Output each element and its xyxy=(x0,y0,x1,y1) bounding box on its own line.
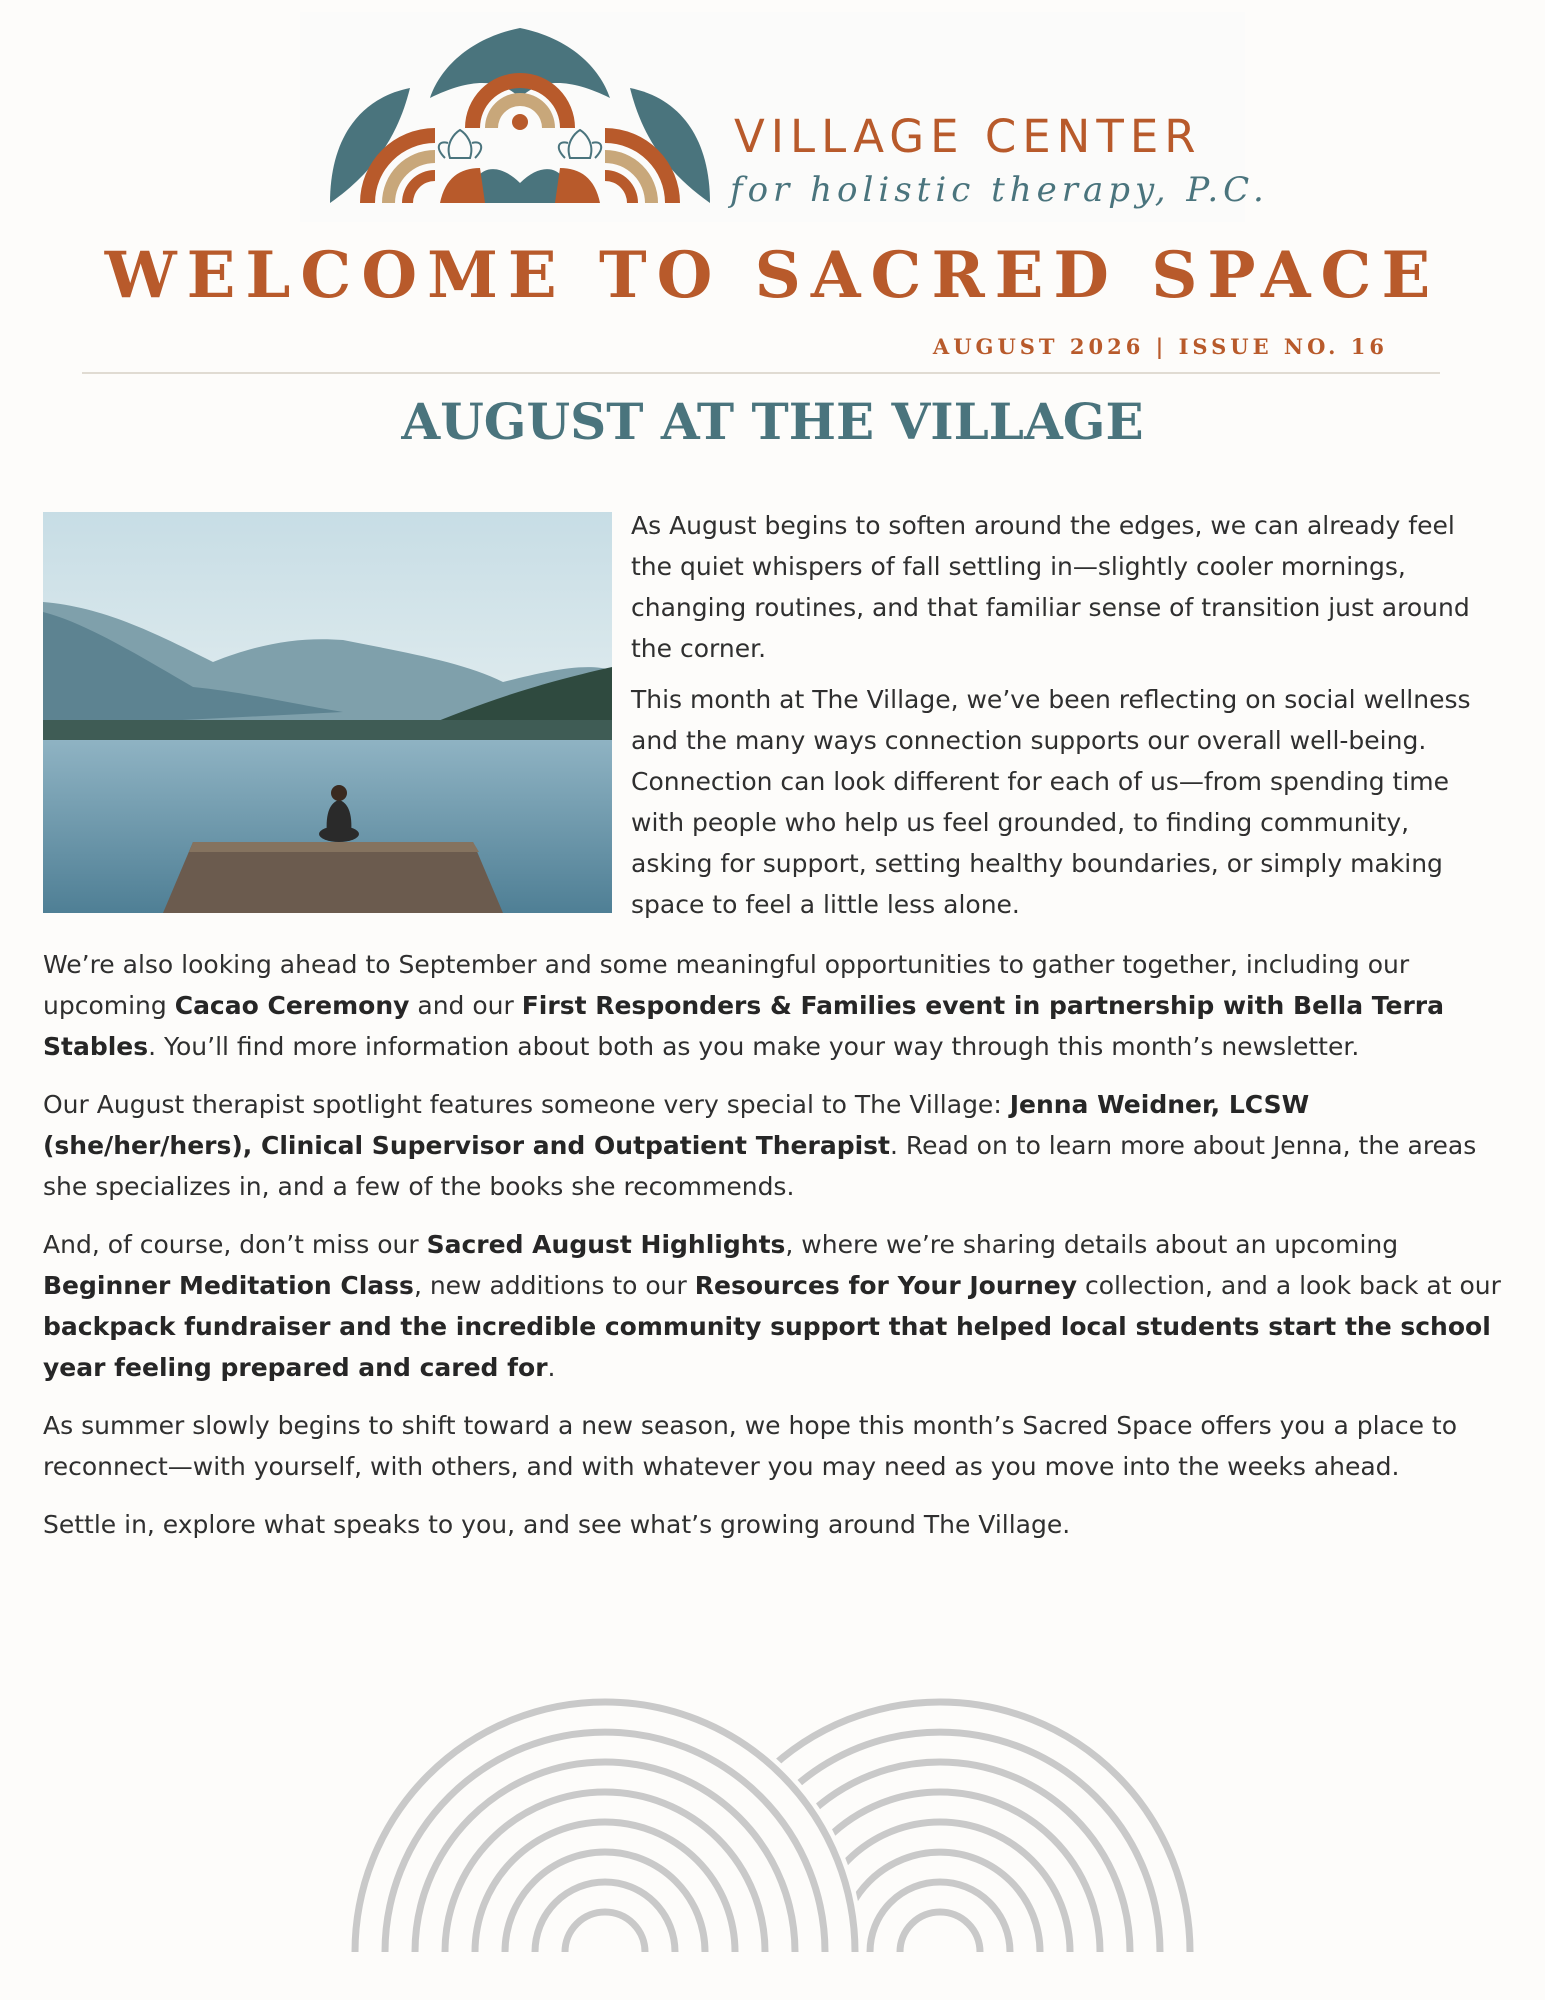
paragraph-4 xyxy=(43,1084,1503,1207)
body-text xyxy=(43,944,1503,1545)
text-span: , new additions to our xyxy=(413,1271,695,1300)
therapist-spotlight-highlight: Jenna Weidner, LCSW (she/her/hers), Clinical Supervisor and Outpatient Therapist xyxy=(43,1090,1310,1160)
cacao-ceremony-highlight: Cacao Ceremony xyxy=(174,991,410,1020)
paragraph-2: This month at The Village, we’ve been reflecting on social wellness and the many ways connection supports our overall well-being. Connection can look different for each of us—from spending time with people who help us feel grounded, to finding community, asking for support, setting healthy boundaries, or simply making space to feel a little less alone. xyxy=(631,685,1471,919)
text-span: And, of course, don’t miss our xyxy=(43,1230,427,1259)
issue-date-line: AUGUST 2026 | ISSUE NO. 16 xyxy=(932,334,1388,359)
text-span: and our xyxy=(409,991,522,1020)
intro-text xyxy=(631,505,1491,925)
fundraiser-highlight: backpack fundraiser and the incredible community support that helped local students start the school year feeling prepared and cared for xyxy=(43,1312,1491,1382)
paragraph-1: As August begins to soften around the edges, we can already feel the quiet whispers of fall settling in—slightly cooler mornings, changing routines, and that familiar sense of transition just around the corner. xyxy=(631,511,1470,663)
meditation-class-highlight: Beginner Meditation Class xyxy=(43,1271,414,1300)
logo-banner xyxy=(300,12,1269,222)
header-divider xyxy=(82,372,1440,374)
paragraph-3 xyxy=(43,944,1503,1067)
decorative-arcs-icon xyxy=(350,1680,1200,1955)
text-span: Our August therapist spotlight features someone very special to The Village: xyxy=(43,1090,1010,1119)
logo-tagline: for holistic therapy, P.C. xyxy=(730,170,1269,210)
first-responders-highlight: First Responders & Families event in partnership with Bella Terra Stables xyxy=(43,991,1444,1061)
text-span: . You’ll find more information about both as you make your way through this month’s newsletter. xyxy=(148,1032,1360,1061)
meditation-lake-photo xyxy=(43,512,612,913)
text-span: collection, and a look back at our xyxy=(1077,1271,1501,1300)
newsletter-title: WELCOME TO SACRED SPACE xyxy=(104,238,1441,313)
resources-highlight: Resources for Your Journey xyxy=(694,1271,1078,1300)
sacred-highlights-highlight: Sacred August Highlights xyxy=(426,1230,786,1259)
text-span: . Read on to learn more about Jenna, the areas she specializes in, and a few of the books she recommends. xyxy=(43,1131,1477,1201)
section-heading: AUGUST AT THE VILLAGE xyxy=(401,392,1144,451)
text-span: , where we’re sharing details about an upcoming xyxy=(785,1230,1399,1259)
paragraph-7: Settle in, explore what speaks to you, and see what’s growing around The Village. xyxy=(43,1510,1071,1539)
paragraph-5 xyxy=(43,1224,1503,1388)
mandala-logo-icon xyxy=(320,18,720,218)
text-span: We’re also looking ahead to September and some meaningful opportunities to gather together, including our upcoming xyxy=(43,950,1410,1020)
paragraph-6: As summer slowly begins to shift toward a new season, we hope this month’s Sacred Space offers you a place to reconnect—with yourself, with others, and with whatever you may need as you move into the weeks ahead. xyxy=(43,1411,1458,1481)
text-span: . xyxy=(547,1353,556,1382)
logo-name: VILLAGE CENTER xyxy=(734,110,1202,163)
